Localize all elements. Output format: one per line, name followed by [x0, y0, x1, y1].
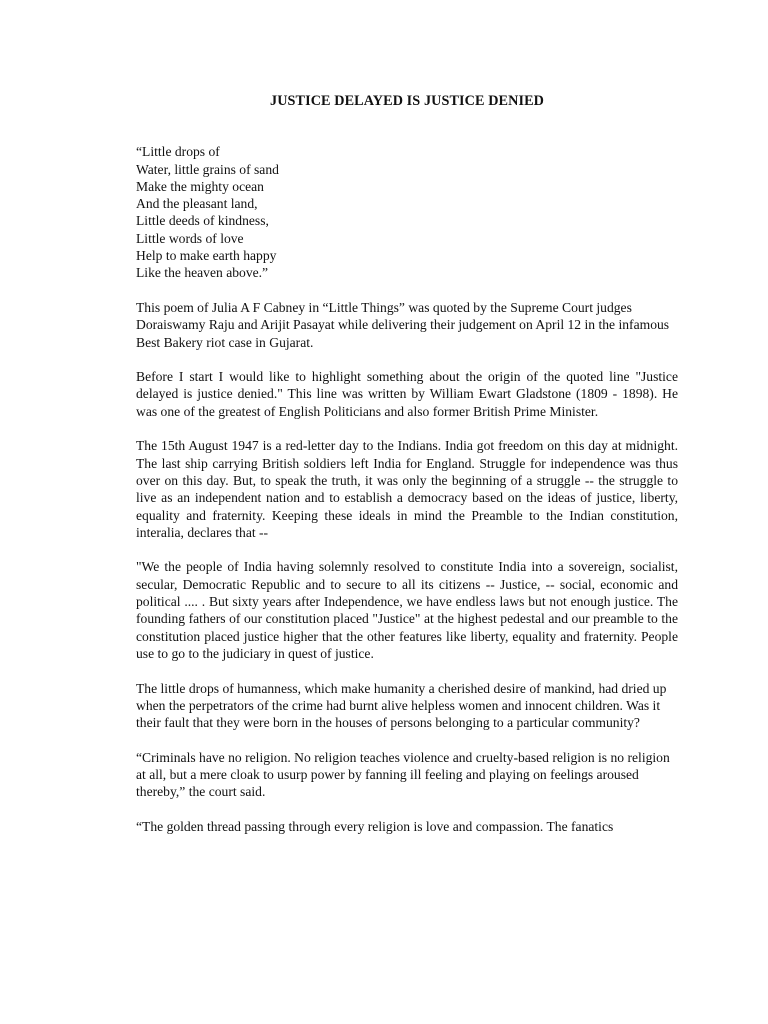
paragraph-humanness: The little drops of humanness, which make humanity a cherished desire of mankind, had dried up when the perpetrators of the crime had burnt alive helpless women and innocent children. Was it their fault that they were born in the houses of persons belonging to a particular community?	[136, 680, 667, 731]
poem-line: “Little drops of	[136, 144, 220, 160]
poem-line: And the pleasant land,	[136, 196, 258, 212]
paragraph-independence: The 15th August 1947 is a red-letter day to the Indians. India got freedom on this day at midnight. The last ship carrying British soldiers left India for England. Struggle for independence was thus over on this day. But, to speak the truth, it was only the beginning of a struggle -- the struggle to live as an independent nation and to establish a democracy based on the ideas of justice, liberty, equality and fraternity. Keeping these ideals in mind the Preamble to the Indian constitution, interalia, declares that --	[136, 438, 678, 540]
poem-quote	[136, 143, 678, 281]
poem-line: Little deeds of kindness,	[136, 213, 269, 229]
poem-line: Little words of love	[136, 230, 244, 246]
paragraph-quote-origin: Before I start I would like to highlight something about the origin of the quoted line "Justice delayed is justice denied." This line was written by William Ewart Gladstone (1809 - 1898). He was one of the greatest of English Politicians and also former British Prime Minister.	[136, 369, 678, 419]
paragraph-court-quote: “Criminals have no religion. No religion teaches violence and cruelty-based religion is no religion at all, but a mere cloak to usurp power by fanning ill feeling and playing on feelings aroused thereby,” the court said.	[136, 749, 670, 800]
paragraph-preamble: "We the people of India having solemnly resolved to constitute India into a sovereign, socialist, secular, Democratic Republic and to secure to all its citizens -- Justice, -- social, economic and political .... . But sixty years after Independence, we have endless laws but not enough justice. The founding fathers of our constitution placed "Justice" at the highest pedestal and our preamble to the constitution placed justice higher that the other features like liberty, equality and fraternity. People use to go to the judiciary in quest of justice.	[136, 559, 678, 661]
document-title: JUSTICE DELAYED IS JUSTICE DENIED	[270, 93, 544, 109]
poem-line: Like the heaven above.”	[136, 265, 269, 281]
poem-line: Water, little grains of sand	[136, 161, 279, 177]
poem-line: Make the mighty ocean	[136, 178, 264, 194]
poem-line: Help to make earth happy	[136, 248, 277, 264]
paragraph-poem-source: This poem of Julia A F Cabney in “Little Things” was quoted by the Supreme Court judges Doraiswamy Raju and Arijit Pasayat while delivering their judgement on April 12 in the infamous Best Bakery riot case in Gujarat.	[136, 299, 670, 350]
paragraph-golden-thread: “The golden thread passing through every religion is love and compassion. The fanatics	[136, 818, 614, 834]
document-body	[136, 93, 678, 852]
